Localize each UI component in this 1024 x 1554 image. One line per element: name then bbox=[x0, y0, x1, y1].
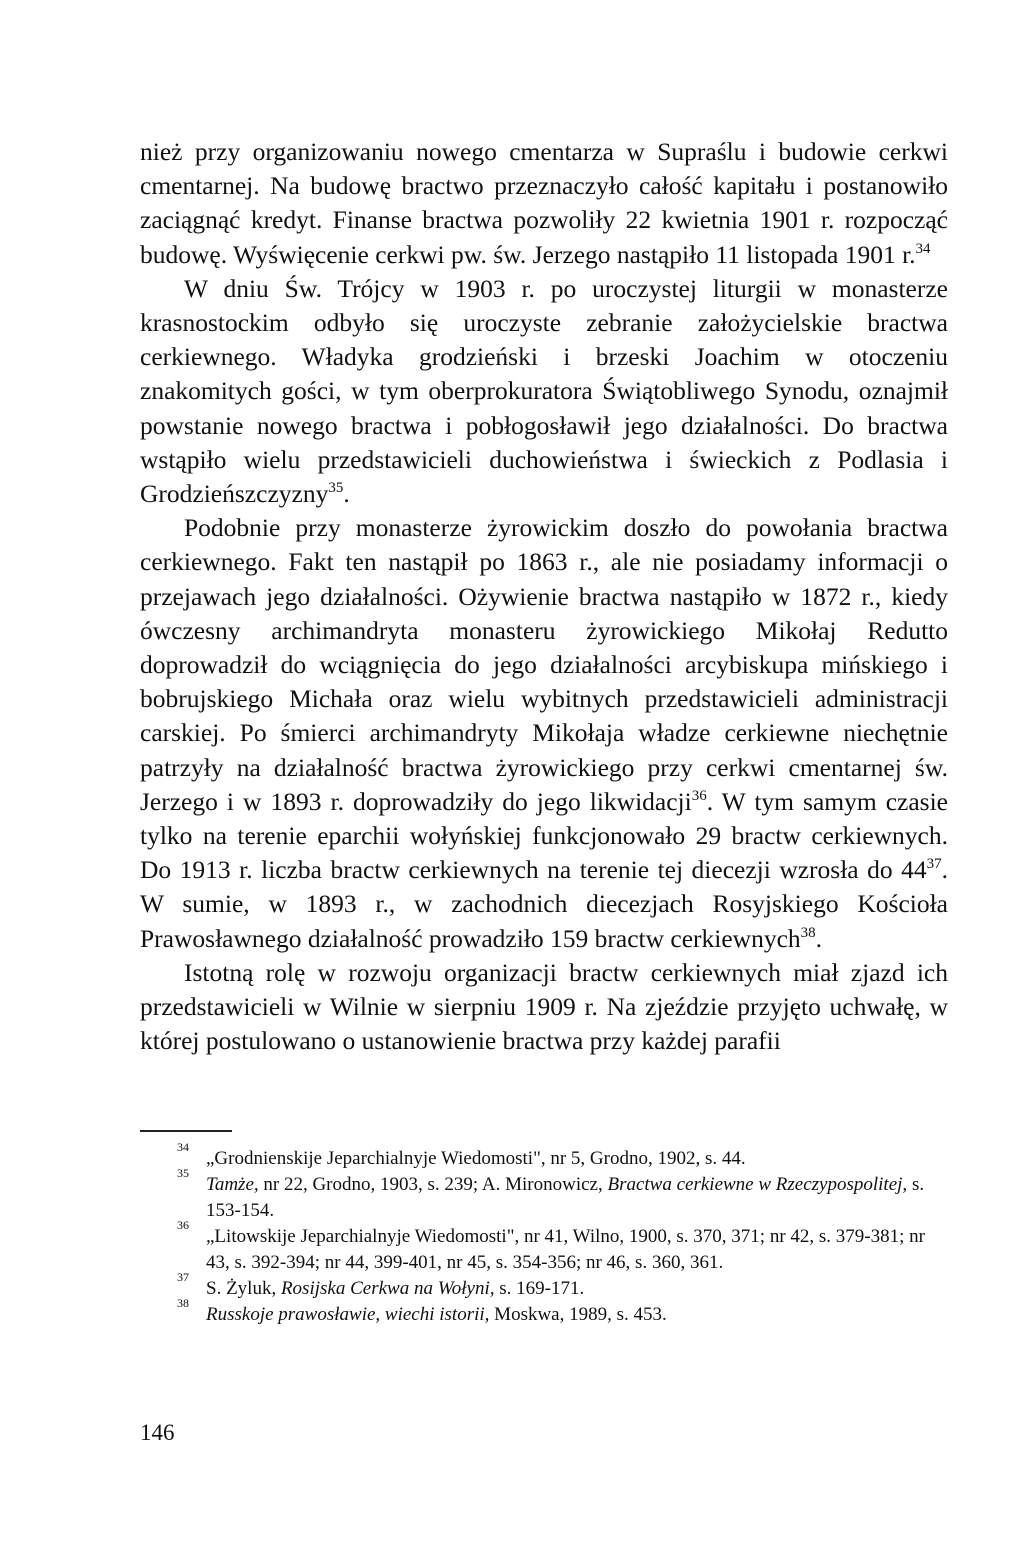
footnote-italic: Tamże, bbox=[206, 1174, 259, 1195]
footnote-text-part: s. 169-171. bbox=[494, 1278, 585, 1299]
footnote-text bbox=[206, 1224, 948, 1276]
paragraph-3 bbox=[140, 511, 948, 956]
paragraph-text: . W sumie, w 1893 r., w zachodnich diecezjach Rosyjskiego Kościoła Prawosławnego działalność prowadziło 159 bractw cerkiewnych bbox=[140, 855, 948, 953]
footnote-text-part: S. Żyluk, bbox=[206, 1278, 281, 1299]
footnote-38 bbox=[140, 1296, 948, 1328]
footnote-text-part: s. 153-154. bbox=[206, 1174, 925, 1221]
paragraph-2 bbox=[140, 272, 948, 511]
paragraph-4 bbox=[140, 956, 948, 1059]
footnote-ref-36[interactable]: 36 bbox=[691, 787, 707, 804]
footnote-35 bbox=[140, 1166, 948, 1224]
main-text bbox=[140, 135, 948, 1058]
paragraph-text: W dniu Św. Trójcy w 1903 r. po uroczystej liturgii w monasterze krasnostockim odbyło się uroczyste zebranie założycielskie bractwa cerkiewnego. Władyka grodzieński i brzeski Joachim w otoczeniu znakomitych gości, w tym oberprokuratora Świątobliwego Synodu, oznajmił powstanie nowego bractwa i pobłogosławił jego działalności. Do bractwa wstąpiło wielu przedstawicieli duchowieństwa i świeckich z Podlasia i Grodzieńszczyzny bbox=[140, 273, 948, 509]
footnote-text-part: nr 22, Grodno, 1903, s. 239; A. Mironowicz, bbox=[258, 1174, 608, 1195]
footnote-italic: Bractwa cerkiewne w Rzeczypospolitej, bbox=[607, 1174, 908, 1195]
footnote-36 bbox=[140, 1218, 948, 1276]
footnote-ref-38[interactable]: 38 bbox=[800, 924, 816, 941]
footnote-text bbox=[206, 1302, 948, 1328]
footnote-number: 38 bbox=[177, 1296, 189, 1310]
paragraph-text: nież przy organizowaniu nowego cmentarza w Supraślu i budowie cerkwi cmentarnej. Na budowę bractwo przeznaczyło całość kapitału i postanowiło zaciągnąć kredyt. Finanse bractwa pozwoliły 22 kwietnia 1901 r. rozpocząć budowę. Wyświęcenie cerkwi pw. św. Jerzego nastąpiło 11 listopada 1901 r. bbox=[140, 137, 948, 269]
footnote-ref-37[interactable]: 37 bbox=[926, 856, 942, 873]
footnote-text bbox=[206, 1146, 948, 1172]
footnote-number: 36 bbox=[177, 1218, 189, 1232]
footnote-number: 37 bbox=[177, 1270, 189, 1284]
footnote-italic: Russkoje prawosławie, wiechi istorii, bbox=[206, 1304, 490, 1325]
footnote-number: 35 bbox=[177, 1166, 189, 1180]
page-number: 146 bbox=[140, 1420, 175, 1445]
footnote-text-part: Moskwa, 1989, s. 453. bbox=[489, 1304, 667, 1325]
footnote-ref-34[interactable]: 34 bbox=[915, 240, 931, 257]
footnote-italic: Rosijska Cerkwa na Wołyni, bbox=[280, 1278, 495, 1299]
footnote-34 bbox=[140, 1140, 948, 1172]
paragraph-text: . bbox=[343, 479, 350, 509]
paragraph-text: Podobnie przy monasterze żyrowickim doszło do powołania bractwa cerkiewnego. Fakt ten nastąpił po 1863 r., ale nie posiadamy informacji o przejawach jego działalności. Ożywienie bractwa nastąpiło w 1872 r., kiedy ówczesny archimandryta monasteru żyrowickiego Mikołaj Redutto doprowadził do wciągnięcia do jego działalności arcybiskupa mińskiego i bobrujskiego Michała oraz wielu wybitnych przedstawicieli administracji carskiej. Po śmierci archimandryty Mikołaja władze cerkiewne niechętnie patrzyły na działalność bractwa żyrowickiego przy cerkwi cmentarnej św. Jerzego i w 1893 r. doprowadziły do jego likwidacji bbox=[140, 513, 948, 816]
paragraph-text: Istotną rolę w rozwoju organizacji bractw cerkiewnych miał zjazd ich przedstawicieli w Wilnie w sierpniu 1909 r. Na zjeździe przyjęto uchwałę, w której postulowano o ustanowienie bractwa przy każdej parafii bbox=[140, 957, 948, 1056]
footnote-divider bbox=[140, 1130, 232, 1132]
footnote-ref-35[interactable]: 35 bbox=[328, 480, 344, 497]
footnote-text-part: „Grodnienskije Jeparchialnyje Wiedomosti", nr 5, Grodno, 1902, s. 44. bbox=[206, 1148, 746, 1169]
paragraph-text: . bbox=[815, 923, 823, 953]
footnote-37 bbox=[140, 1270, 948, 1302]
footnote-number: 34 bbox=[177, 1140, 189, 1154]
footnote-text-part: „Litowskije Jeparchialnyje Wiedomosti", nr 41, Wilno, 1900, s. 370, 371; nr 42, s. 379-381; nr 43, s. 392-394; nr 44, 399-401, nr 45, s. 354-356; nr 46, s. 360, 361. bbox=[206, 1226, 925, 1273]
footnote-text bbox=[206, 1172, 948, 1224]
paragraph-1 bbox=[140, 135, 948, 272]
footnotes bbox=[140, 1140, 948, 1328]
paragraph-text: . W tym samym czasie tylko na terenie eparchii wołyńskiej funkcjonowało 29 bractw cerkiewnych. Do 1913 r. liczba bractw cerkiewnych na terenie tej diecezji wzrosła do 44 bbox=[140, 786, 948, 885]
footnote-text bbox=[206, 1276, 948, 1302]
